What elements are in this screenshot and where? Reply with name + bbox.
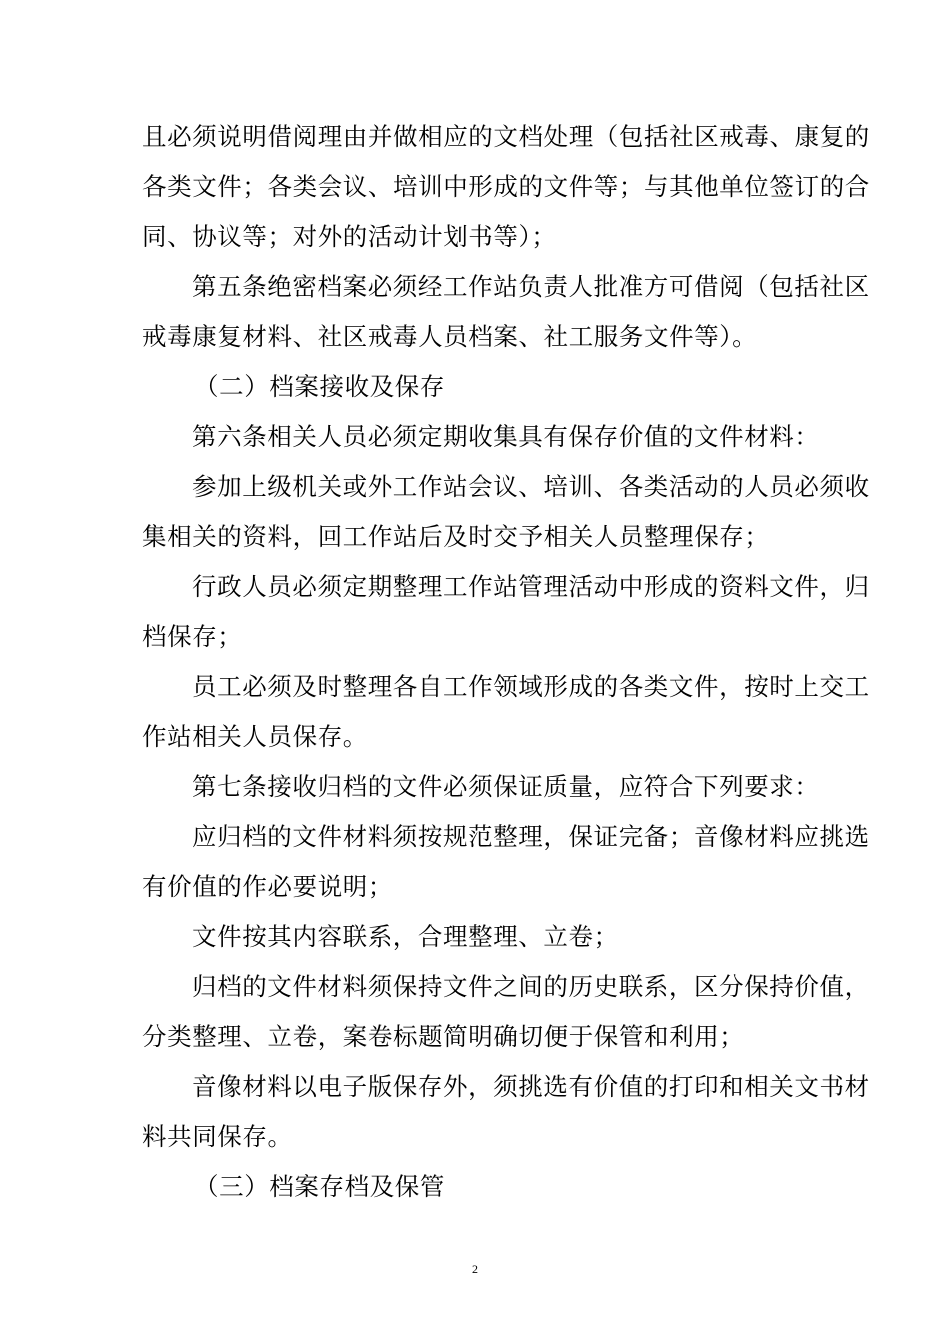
article-5-line-2: 戒毒康复材料、社区戒毒人员档案、社工服务文件等）。 [142, 322, 758, 351]
article-7-line-1: 第七条接收归档的文件必须保证质量，应符合下列要求： [192, 772, 820, 801]
article-7-item-1-line-2: 有价值的作必要说明； [142, 872, 393, 901]
article-7-item-4-line-2: 料共同保存。 [142, 1122, 293, 1151]
article-7-item-2-line-1: 文件按其内容联系，合理整理、立卷； [192, 922, 619, 951]
article-6-item-3-line-1: 员工必须及时整理各自工作领域形成的各类文件，按时上交工 [192, 672, 870, 701]
article-6-item-2-line-2: 档保存； [142, 622, 243, 651]
body-line-2: 各类文件；各类会议、培训中形成的文件等；与其他单位签订的合 [142, 172, 870, 201]
body-line-3: 同、协议等；对外的活动计划书等）； [142, 222, 557, 251]
article-7-item-3-line-2: 分类整理、立卷，案卷标题简明确切便于保管和利用； [142, 1022, 745, 1051]
article-5-line-1: 第五条绝密档案必须经工作站负责人批准方可借阅（包括社区 [192, 272, 870, 301]
document-body [142, 112, 870, 1212]
article-7-item-1-line-1: 应归档的文件材料须按规范整理，保证完备；音像材料应挑选 [192, 822, 870, 851]
article-6-line-1: 第六条相关人员必须定期收集具有保存价值的文件材料： [192, 422, 820, 451]
section-heading-2: （二）档案接收及保存 [194, 372, 445, 401]
article-6-item-3-line-2: 作站相关人员保存。 [142, 722, 368, 751]
page-number: 2 [472, 1262, 478, 1276]
article-6-item-2-line-1: 行政人员必须定期整理工作站管理活动中形成的资料文件，归 [192, 572, 870, 601]
article-7-item-3-line-1: 归档的文件材料须保持文件之间的历史联系，区分保持价值， [192, 972, 870, 1001]
article-7-item-4-line-1: 音像材料以电子版保存外，须挑选有价值的打印和相关文书材 [192, 1072, 870, 1101]
article-6-item-1-line-2: 集相关的资料，回工作站后及时交予相关人员整理保存； [142, 522, 770, 551]
article-6-item-1-line-1: 参加上级机关或外工作站会议、培训、各类活动的人员必须收 [192, 472, 870, 501]
section-heading-3: （三）档案存档及保管 [194, 1172, 445, 1201]
body-line-1: 且必须说明借阅理由并做相应的文档处理（包括社区戒毒、康复的 [142, 122, 870, 151]
